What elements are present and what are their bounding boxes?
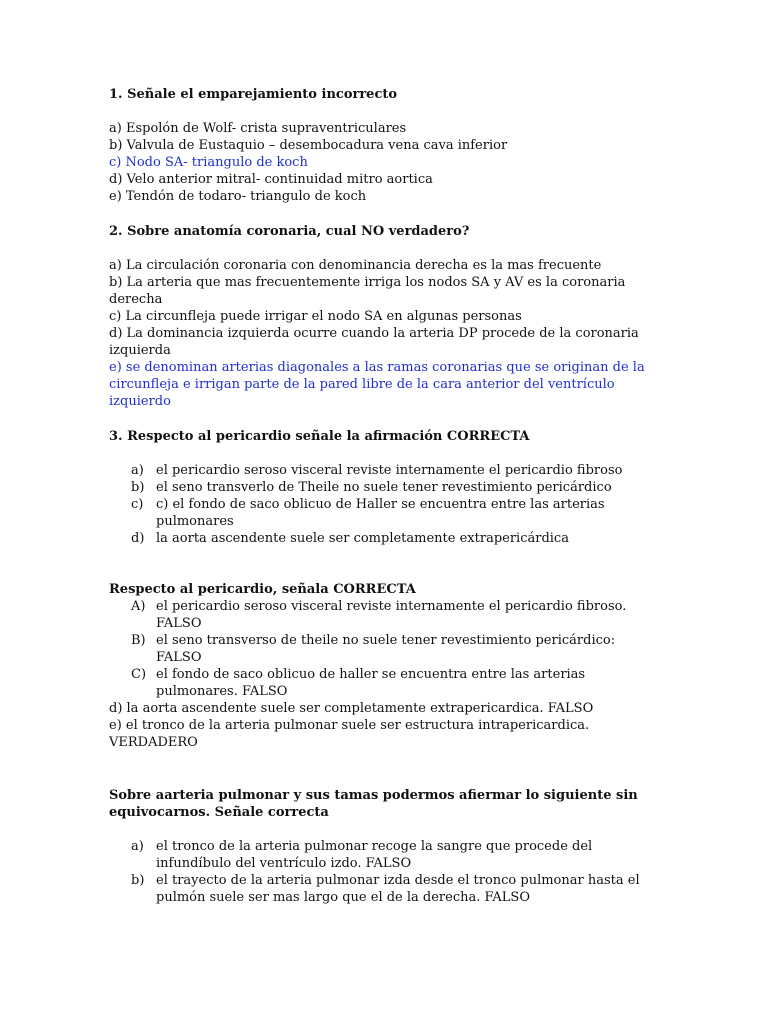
q5-marker-a: a) xyxy=(131,839,144,854)
q3-marker-d: d) xyxy=(131,531,145,546)
q4-text-a: el pericardio seroso visceral reviste internamente el pericardio fibroso. FALSO xyxy=(156,599,627,631)
q5-option-b xyxy=(109,872,649,906)
q1-option-c-highlighted: c) Nodo SA- triangulo de koch xyxy=(109,155,308,170)
q3-marker-c: c) xyxy=(131,497,144,512)
q3-option-c xyxy=(109,496,649,530)
question-2-title: 2. Sobre anatomía coronaria, cual NO verdadero? xyxy=(109,224,470,239)
q3-text-d: la aorta ascendente suele ser completamente extrapericárdica xyxy=(156,531,569,546)
q2-option-d: d) La dominancia izquierda ocurre cuando la arteria DP procede de la coronaria izquierda xyxy=(109,326,639,358)
q4-marker-a: A) xyxy=(131,599,146,614)
q3-text-a: el pericardio seroso visceral reviste internamente el pericardio fibroso xyxy=(156,463,623,478)
q2-option-c: c) La circunfleja puede irrigar el nodo SA en algunas personas xyxy=(109,309,522,324)
q5-text-b: el trayecto de la arteria pulmonar izda desde el tronco pulmonar hasta el pulmón suele ser mas largo que el de la derecha. FALSO xyxy=(156,873,640,905)
q3-option-a xyxy=(109,462,649,479)
question-5-title: Sobre aarteria pulmonar y sus tamas podermos afiermar lo siguiente sin equivocarnos. Señale correcta xyxy=(109,788,638,820)
q2-option-b: b) La arteria que mas frecuentemente irriga los nodos SA y AV es la coronaria derecha xyxy=(109,275,626,307)
q5-text-a: el tronco de la arteria pulmonar recoge la sangre que procede del infundíbulo del ventrículo izdo. FALSO xyxy=(156,839,593,871)
q3-marker-a: a) xyxy=(131,463,144,478)
q1-option-d: d) Velo anterior mitral- continuidad mitro aortica xyxy=(109,172,433,187)
question-1 xyxy=(109,86,649,205)
q2-option-e-highlighted: e) se denominan arterias diagonales a las ramas coronarias que se originan de la circunfleja e irrigan parte de la pared libre de la cara anterior del ventrículo izquierdo xyxy=(109,360,645,409)
q4-marker-c: C) xyxy=(131,667,147,682)
q4-option-e: e) el tronco de la arteria pulmonar suele ser estructura intrapericardica. VERDADERO xyxy=(109,718,590,750)
q1-option-b: b) Valvula de Eustaquio – desembocadura vena cava inferior xyxy=(109,138,508,153)
q3-text-b: el seno transverlo de Theile no suele tener revestimiento pericárdico xyxy=(156,480,612,495)
q3-option-d xyxy=(109,530,649,547)
q4-option-c xyxy=(109,666,649,700)
q1-option-e: e) Tendón de todaro- triangulo de koch xyxy=(109,189,367,204)
q1-option-a: a) Espolón de Wolf- crista supraventriculares xyxy=(109,121,407,136)
q2-option-a: a) La circulación coronaria con denominancia derecha es la mas frecuente xyxy=(109,258,602,273)
q4-option-b xyxy=(109,632,649,666)
q4-option-a xyxy=(109,598,649,632)
q3-marker-b: b) xyxy=(131,480,145,495)
q4-text-b: el seno transverso de theile no suele tener revestimiento pericárdico: FALSO xyxy=(156,633,616,665)
question-3 xyxy=(109,428,649,547)
question-2 xyxy=(109,223,649,410)
q5-marker-b: b) xyxy=(131,873,145,888)
question-3-title: 3. Respecto al pericardio señale la afirmación CORRECTA xyxy=(109,429,530,444)
q3-option-b xyxy=(109,479,649,496)
q5-option-a xyxy=(109,838,649,872)
question-4-title: Respecto al pericardio, señala CORRECTA xyxy=(109,582,416,597)
question-1-title: 1. Señale el emparejamiento incorrecto xyxy=(109,87,398,102)
q4-text-c: el fondo de saco oblicuo de haller se encuentra entre las arterias pulmonares. FALSO xyxy=(156,667,586,699)
q3-text-c: c) el fondo de saco oblicuo de Haller se encuentra entre las arterias pulmonares xyxy=(156,497,605,529)
q4-marker-b: B) xyxy=(131,633,146,648)
question-4 xyxy=(109,581,649,751)
q4-option-d: d) la aorta ascendente suele ser completamente extrapericardica. FALSO xyxy=(109,701,594,716)
question-5 xyxy=(109,787,649,906)
